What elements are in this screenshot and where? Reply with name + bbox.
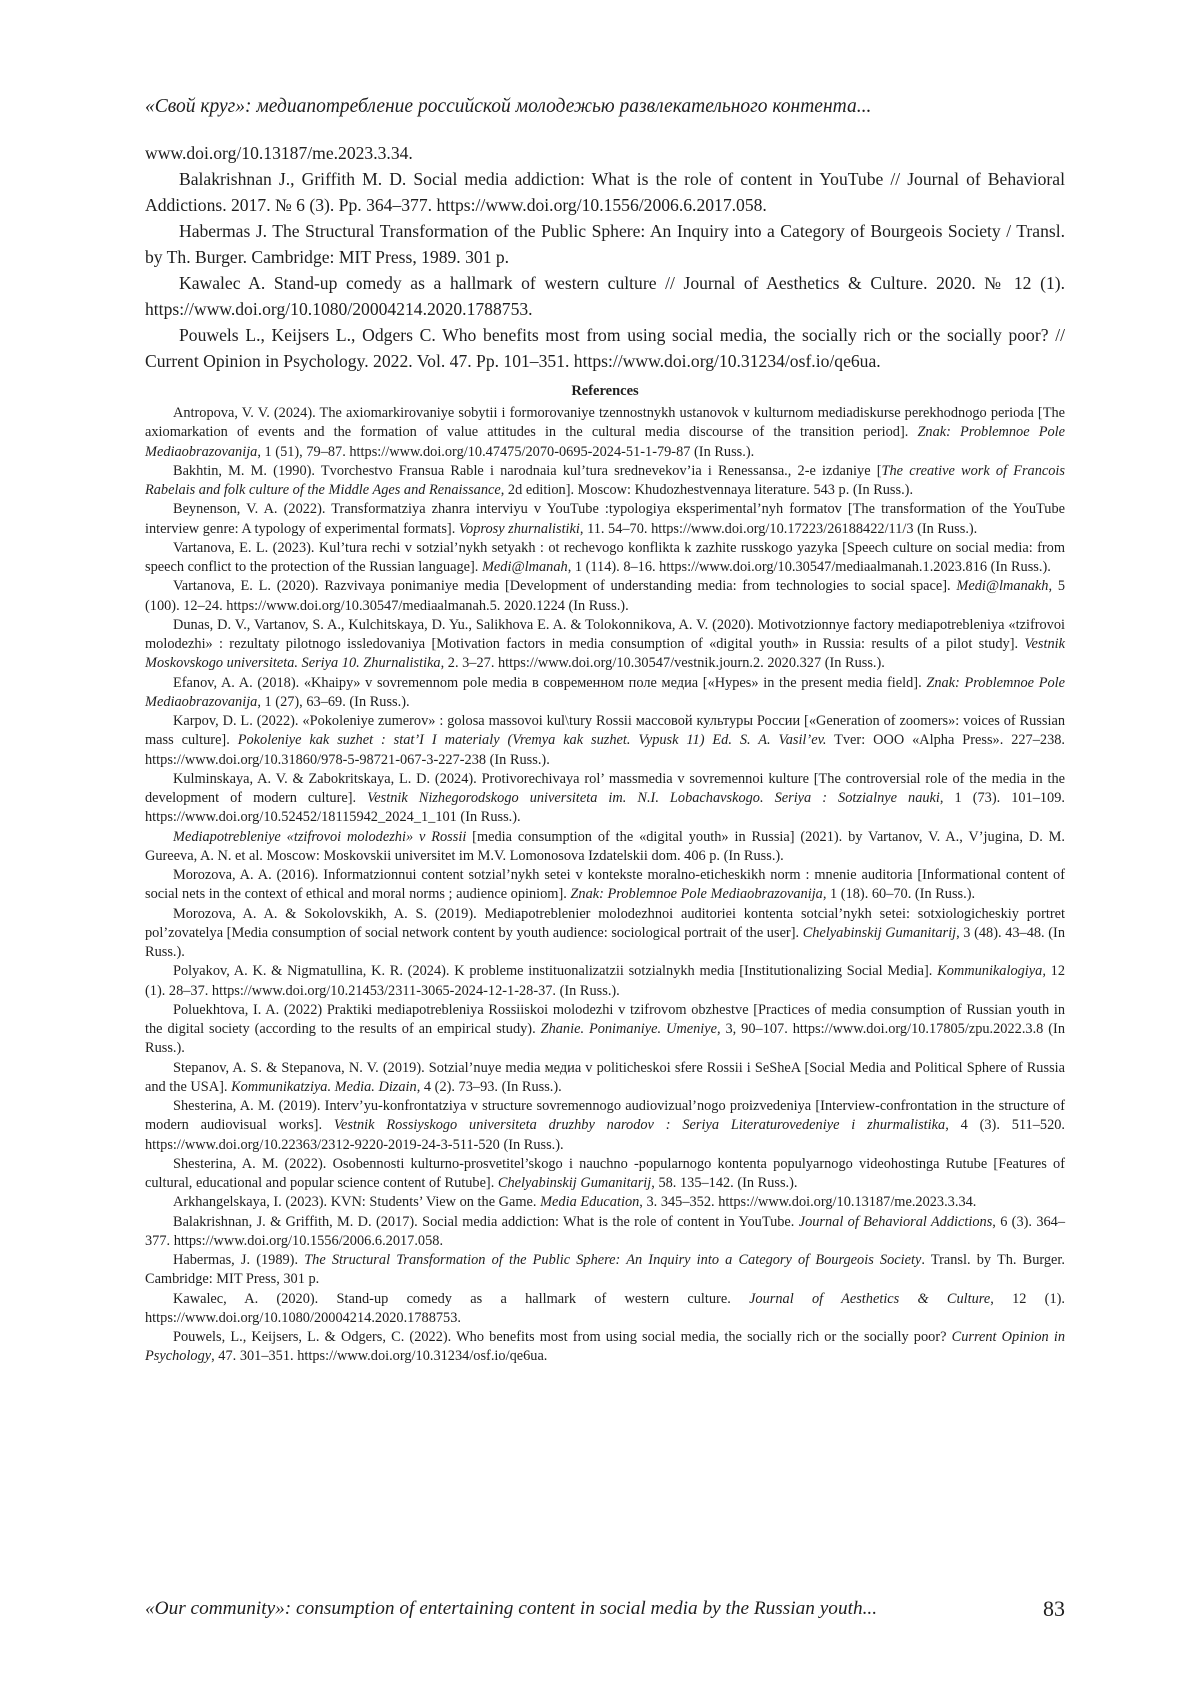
reference-title-italic: Journal of Aesthetics & Culture	[749, 1290, 991, 1307]
reference-text: , 11. 54–70. https://www.doi.org/10.17223/26188422/11/3 (In Russ.).	[579, 520, 978, 537]
reference-entry	[145, 462, 1065, 501]
reference-entry	[145, 1290, 1065, 1329]
reference-entry	[145, 404, 1065, 462]
reference-text: Karpov, D. L. (2022). «Pokoleniye zumerov» : golosa massovoi kul\tury Rossii массовой культуры России [«Generation of zoomers»: voices of Russian mass culture].	[145, 713, 1065, 749]
reference-text: Efanov, A. A. (2018). «Khaipy» v sovremennom pole media в современном поле медиа [«Hypes» in the present media field].	[173, 674, 927, 691]
reference-text: , 2. 3–27. https://www.doi.org/10.30547/vestnik.journ.2. 2020.327 (In Russ.).	[440, 655, 885, 672]
reference-text: Dunas, D. V., Vartanov, S. A., Kulchitskaya, D. Yu., Salikhova E. A. & Tolokonnikova, A. V. (2020). Motivotzionnye factory mediapotrebleniya «tzifrovoi molodezhi» : rezultaty pilotnogo issledovaniya [Motivation factors in media consumption of «digital youth» in Russia: results of a pilot study].	[145, 616, 1065, 652]
reference-text: Polyakov, A. K. & Nigmatullina, K. R. (2024). K probleme instituonalizatzii sotzialnykh media [Institutionalizing Social Media].	[173, 963, 938, 980]
reference-text: , 3, 90–107. https://www.doi.org/10.17805/zpu.2022.3.8 (In Russ.).	[145, 1021, 1065, 1057]
reference-text: , 6 (3). 364–377. https://www.doi.org/10.1556/2006.6.2017.058.	[145, 1213, 1066, 1249]
reference-text: Morozova, A. A. (2016). Informatzionnui content sotzial’nykh setei v kontekste moralno-eticheskikh norm : mnenie auditoria [Informational content of social nets in the context of ethical and moral norms ; audience opiniom].	[145, 867, 1065, 903]
reference-text: Tver: OOO «Alpha Press». 227–238. https://www.doi.org/10.31860/978-5-98721-067-3-227-238 (In Russ.).	[145, 732, 1066, 768]
reference-text: Shesterina, A. M. (2022). Osobennosti kulturno-prosvetitel’skogo i nauchno -popularnogo kontenta populyarnogo videohostinga Rutube [Features of cultural, educational and popular science content of Rutube].	[145, 1155, 1065, 1191]
reference-text: , 3. 345–352. https://www.doi.org/10.13187/me.2023.3.34.	[639, 1194, 977, 1211]
reference-text: , 1 (114). 8–16. https://www.doi.org/10.30547/mediaalmanah.1.2023.816 (In Russ.).	[567, 559, 1051, 575]
running-footer: «Our community»: consumption of entertaining content in social media by the Russian youth...	[145, 1598, 878, 1619]
reference-text: , 3 (48). 43–48. (In Russ.).	[145, 924, 1065, 960]
reference-text: , 1 (73). 101–109. https://www.doi.org/10.52452/18115942_2024_1_101 (In Russ.).	[145, 790, 1065, 826]
reference-title-italic: Vestnik Nizhegorodskogo universiteta im. N.I. Lobachavskogo. Seriya : Sotzialnye nauki	[367, 790, 940, 806]
reference-entry: Habermas J. The Structural Transformation of the Public Sphere: An Inquiry into a Category of Bourgeois Society / Transl. by Th. Burger. Cambridge: MIT Press, 1989. 301 p.	[145, 221, 1065, 267]
reference-text: Balakrishnan, J. & Griffith, M. D. (2017). Social media addiction: What is the role of content in YouTube.	[173, 1213, 799, 1230]
reference-entry	[145, 674, 1065, 713]
reference-text: Pouwels, L., Keijsers, L. & Odgers, C. (2022). Who benefits most from using social media, the socially rich or the socially poor?	[173, 1329, 952, 1345]
reference-entry: Pouwels L., Keijsers L., Odgers C. Who benefits most from using social media, the socially rich or the socially poor? // Current Opinion in Psychology. 2022. Vol. 47. Pp. 101–351. https://www.doi.org/10.31234/osf.io/qe6ua.	[145, 325, 1065, 371]
reference-text: , 12 (1). https://www.doi.org/10.1080/20004214.2020.1788753.	[145, 1290, 1065, 1326]
reference-entry	[145, 1097, 1065, 1155]
reference-text: 1 (18). 60–70. (In Russ.).	[826, 886, 976, 903]
reference-title-italic: The Structural Transformation of the Public Sphere: An Inquiry into a Category of Bourgeois Society	[304, 1252, 922, 1268]
reference-text: Kawalec, A. (2020). Stand-up comedy as a hallmark of western culture.	[173, 1290, 750, 1307]
reference-text: , 4 (2). 73–93. (In Russ.).	[416, 1078, 562, 1095]
references-list	[145, 404, 1065, 1367]
reference-text: , 1 (51), 79–87. https://www.doi.org/10.47475/2070-0695-2024-51-1-79-87 (In Russ.).	[257, 443, 755, 460]
reference-text: , 2d edition]. Moscow: Khudozhestvennaya literature. 543 p. (In Russ.).	[500, 482, 914, 498]
reference-text: Bakhtin, M. M. (1990). Tvorchestvo Fransua Rable i narodnaia kul’tura srednevekov’ia i Renessansa., 2-e izdaniye [	[173, 462, 882, 479]
reference-text: Arkhangelskaya, I. (2023). KVN: Students’ View on the Game.	[173, 1194, 541, 1211]
russian-reference-list-continuation	[145, 140, 1065, 374]
reference-entry	[145, 1059, 1065, 1098]
reference-title-italic: Mediapotrebleniye «tzifrovoi molodezhi» v Rossii	[173, 828, 467, 845]
reference-entry	[145, 828, 1065, 867]
reference-entry: Balakrishnan J., Griffith M. D. Social media addiction: What is the role of content in YouTube // Journal of Behavioral Addictions. 2017. № 6 (3). Pp. 364–377. https://www.doi.org/10.1556/2006.6.2017.058.	[145, 169, 1065, 215]
reference-text: , 5 (100). 12–24. https://www.doi.org/10.30547/mediaalmanah.5. 2020.1224 (In Russ.).	[145, 578, 1065, 614]
reference-entry: Kawalec A. Stand-up comedy as a hallmark of western culture // Journal of Aesthetics & Culture. 2020. № 12 (1). https://www.doi.org/10.1080/20004214.2020.1788753.	[145, 273, 1065, 319]
reference-title-italic: Voprosy zhurnalistiki	[458, 520, 580, 537]
reference-entry	[145, 1213, 1065, 1252]
reference-entry	[145, 712, 1065, 770]
reference-text: Morozova, A. A. & Sokolovskikh, A. S. (2019). Mediapotreblenier molodezhnoi auditoriei kontenta sotcial’nykh setei: sotxiologicheskiy portret pol’zovatelya [Media consumption of social network content by youth audience: sociological portrait of the user].	[145, 905, 1065, 941]
running-header: «Свой круг»: медиапотребление российской молодежью развлекательного контента...	[145, 96, 872, 117]
reference-entry	[145, 770, 1065, 828]
reference-entry	[145, 866, 1065, 905]
reference-title-italic: Znak: Problemnoe Pole Mediaobrazovanija	[145, 424, 1066, 460]
reference-entry: www.doi.org/10.13187/me.2023.3.34.	[145, 143, 413, 163]
reference-title-italic: Current Opinion in Psychology	[145, 1329, 1065, 1365]
reference-entry	[145, 962, 1065, 1001]
reference-text: . Transl. by Th. Burger. Cambridge: MIT Press, 301 p.	[145, 1252, 1065, 1288]
reference-title-italic: Znak: Problemnoe Pole Mediaobrazovanija,	[570, 886, 827, 903]
reference-text: , 47. 301–351. https://www.doi.org/10.31234/osf.io/qe6ua.	[211, 1348, 548, 1365]
reference-title-italic: Chelyabinskij Gumanitarij	[802, 924, 957, 941]
reference-entry	[145, 905, 1065, 963]
reference-text: , 58. 135–142. (In Russ.).	[651, 1175, 798, 1191]
reference-text: Vartanova, E. L. (2020). Razvivaya ponimaniye media [Development of understanding media: from technologies to social space].	[173, 578, 957, 595]
reference-title-italic: Znak: Problemnoe Pole Mediaobrazovanija	[145, 674, 1065, 710]
reference-entry	[145, 1193, 1065, 1212]
page-number: 83	[1043, 1596, 1065, 1621]
reference-entry	[145, 1001, 1065, 1059]
reference-text: , 4 (3). 511–520. https://www.doi.org/10.22363/2312-9220-2019-24-3-511-520 (In Russ.).	[145, 1117, 1065, 1153]
reference-title-italic: Chelyabinskij Gumanitarij	[497, 1175, 652, 1191]
reference-title-italic: Kommunikatziya. Media. Dizain	[231, 1078, 417, 1095]
reference-entry	[145, 539, 1065, 578]
reference-text: , 1 (27), 63–69. (In Russ.).	[257, 693, 410, 710]
reference-title-italic: Journal of Behavioral Addictions	[798, 1213, 993, 1230]
reference-entry	[145, 1328, 1065, 1367]
reference-title-italic: Vestnik Moskovskogo universiteta. Seriya 10. Zhurnalistika	[145, 636, 1065, 672]
reference-text: Stepanov, A. S. & Stepanova, N. V. (2019). Sotzial’nuye media медиа v politicheskoi sfere Rossii i SeSheA [Social Media and Political Sphere of Russia and the USA].	[145, 1059, 1065, 1095]
reference-entry	[145, 616, 1065, 674]
reference-title-italic: The creative work of Francois Rabelais and folk culture of the Middle Ages and Renaissance	[145, 462, 1065, 498]
reference-entry	[145, 1155, 1065, 1194]
reference-text: 12 (1). 28–37. https://www.doi.org/10.21453/2311-3065-2024-12-1-28-37. (In Russ.).	[145, 963, 1065, 999]
references-heading: References	[571, 383, 639, 399]
reference-entry	[145, 500, 1065, 539]
reference-title-italic: Zhanie. Ponimaniye. Umeniye	[540, 1021, 717, 1037]
document-page	[145, 0, 1065, 1698]
reference-text: Habermas, J. (1989).	[173, 1252, 305, 1268]
reference-title-italic: Pokoleniye kak suzhet : stat’I I materialy (Vremya kak suzhet. Vypusk 11) Ed. S. A. Vasil’ev.	[237, 732, 827, 749]
reference-entry	[145, 577, 1065, 616]
reference-text: Shesterina, A. M. (2019). Interv’yu-konfrontatziya v structure sovremennogo audiovizual’nogo proizvedeniya [Interview-confrontation in the structure of modern audiovisual works].	[145, 1098, 1065, 1134]
reference-text: Kulminskaya, A. V. & Zabokritskaya, L. D. (2024). Protivorechivaya rol’ massmedia v sovremennoi kulture [The controversial role of the media in the development of modern culture].	[145, 770, 1065, 806]
reference-title-italic: Media Education	[540, 1194, 640, 1211]
reference-title-italic: Kommunikalogiya,	[937, 963, 1046, 980]
reference-text: Vartanova, E. L. (2023). Kul’tura rechi v sotzial’nykh setyakh : ot rechevogo konflikta k zazhite russkogo yazyka [Speech culture on social media: from speech conflict to the protection of the Russian language].	[145, 539, 1065, 575]
reference-text: Antropova, V. V. (2024). The axiomarkirovaniye sobytii i formorovaniye tzennostnykh ustanovok v kulturnom mediadiskurse perekhodnogo perioda [The axiomarkation of events and the formation of value attitudes in the cultural media discourse of the transition period].	[145, 405, 1065, 441]
reference-title-italic: Medi@lmanah	[481, 559, 568, 575]
reference-title-italic: Medi@lmanakh	[956, 578, 1049, 595]
reference-entry	[145, 1251, 1065, 1290]
reference-title-italic: Vestnik Rossiyskogo universiteta druzhby narodov : Seriya Literaturovedeniye i zhurmalistika	[333, 1117, 946, 1134]
reference-text: [media consumption of the «digital youth» in Russia] (2021). by Vartanov, V. A., V’jugina, D. M. Gureeva, A. N. et al. Moscow: Moskovskii universitet im M.V. Lomonosova Izdatelskii dom. 406 p. (In Russ.).	[145, 828, 1065, 864]
reference-text: Poluekhtova, I. A. (2022) Praktiki mediapotrebleniya Rossiiskoi molodezhi v tzifrovom obzhestve [Practices of media consumption of Russian youth in the digital society (according to the results of an empirical study).	[145, 1001, 1065, 1037]
reference-text: Beynenson, V. A. (2022). Transformatziya zhanra interviyu v YouTube :typologiya eksperimental’nyh formatov [The transformation of the YouTube interview genre: A typology of experimental formats].	[145, 501, 1065, 537]
